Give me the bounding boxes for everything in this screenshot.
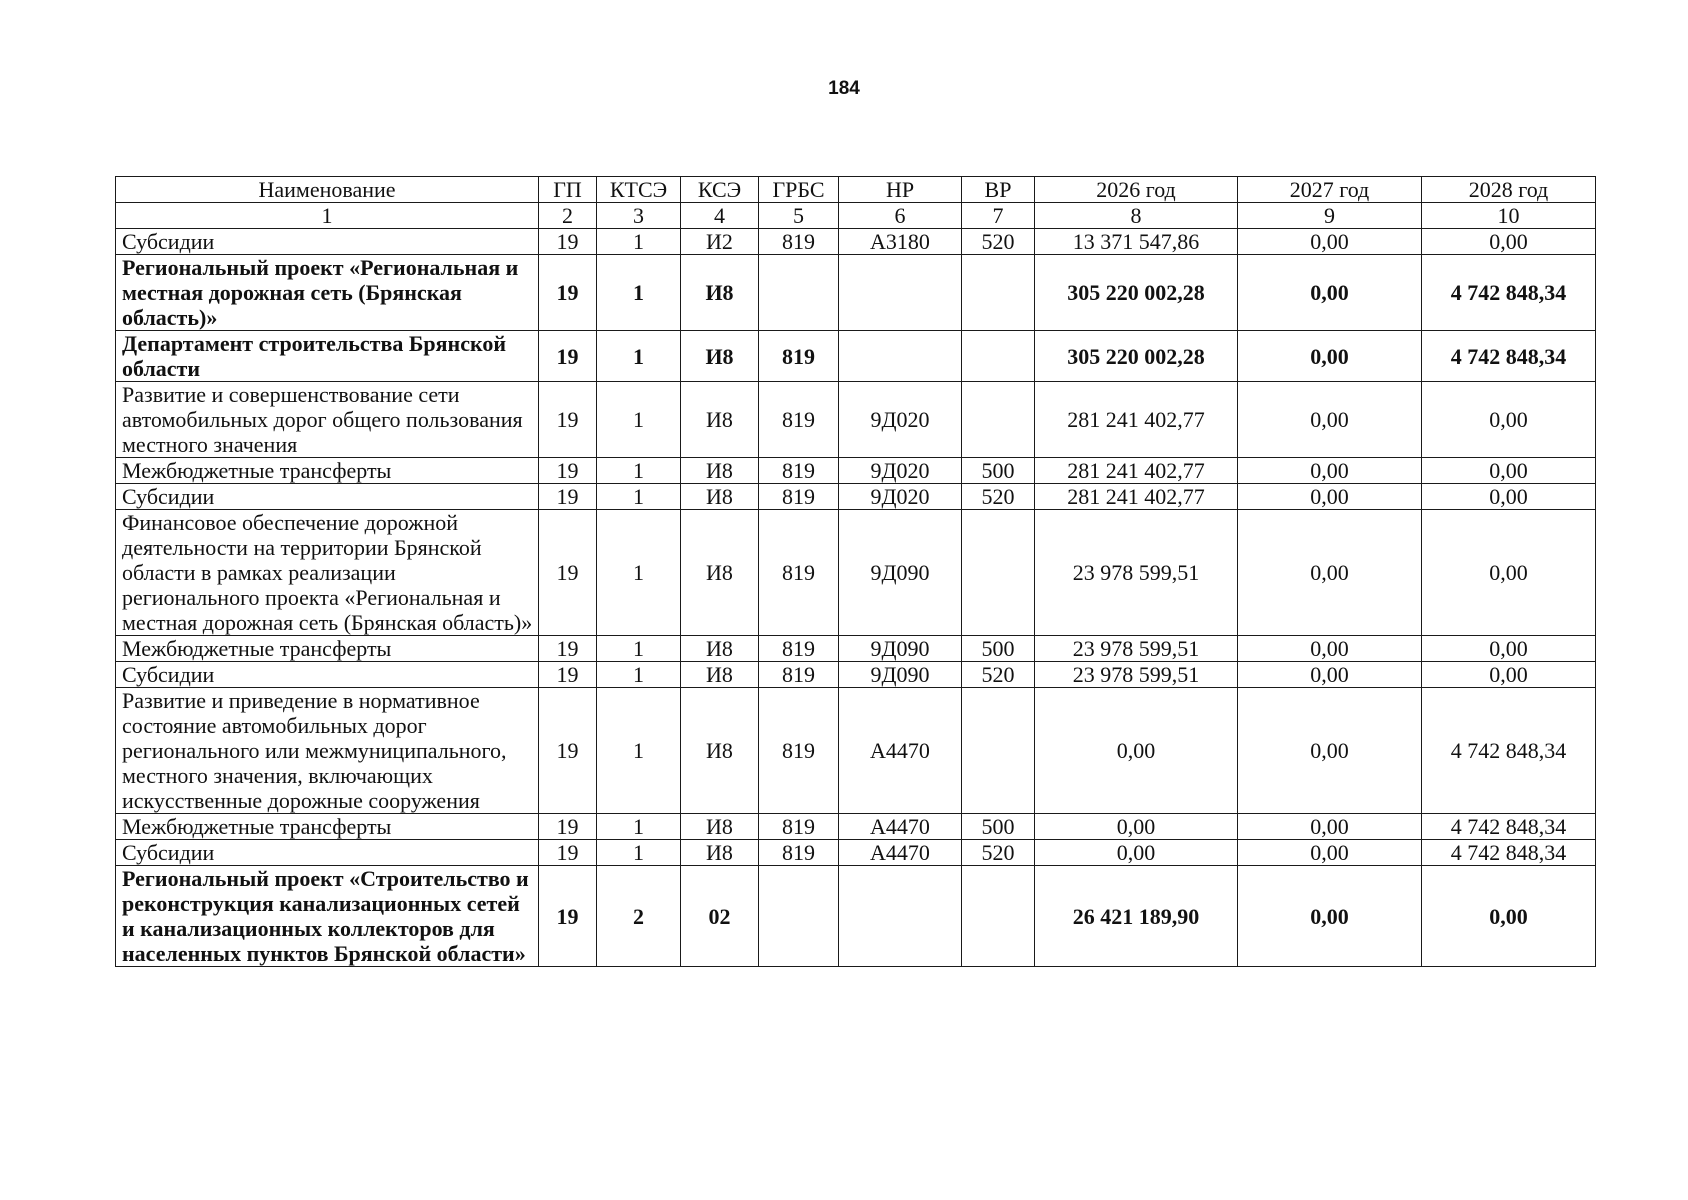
cell-2027: 0,00	[1238, 255, 1422, 331]
cell-2027: 0,00	[1238, 866, 1422, 967]
cell-name: Субсидии	[116, 840, 539, 866]
cell-name: Межбюджетные трансферты	[116, 636, 539, 662]
cell-kse: И8	[681, 484, 759, 510]
cell-gp: 19	[539, 510, 597, 636]
cell-2026: 0,00	[1035, 814, 1238, 840]
cell-gp: 19	[539, 458, 597, 484]
cell-2028: 4 742 848,34	[1422, 331, 1596, 382]
cell-kse: И8	[681, 510, 759, 636]
cell-grbs: 819	[759, 688, 839, 814]
cell-nr: 9Д020	[839, 382, 962, 458]
table-row	[116, 229, 1596, 255]
cell-2027: 0,00	[1238, 331, 1422, 382]
cell-kse: 02	[681, 866, 759, 967]
cell-2027: 0,00	[1238, 484, 1422, 510]
cell-vr: 520	[962, 840, 1035, 866]
cell-grbs: 819	[759, 484, 839, 510]
cell-2028: 4 742 848,34	[1422, 814, 1596, 840]
table-row	[116, 331, 1596, 382]
cell-2028: 0,00	[1422, 636, 1596, 662]
cell-2028: 4 742 848,34	[1422, 688, 1596, 814]
cell-2026: 305 220 002,28	[1035, 255, 1238, 331]
cell-kse: И8	[681, 255, 759, 331]
column-number: 10	[1422, 203, 1596, 229]
cell-nr	[839, 331, 962, 382]
cell-2026: 305 220 002,28	[1035, 331, 1238, 382]
header-vr: ВР	[962, 177, 1035, 203]
cell-nr: А4470	[839, 814, 962, 840]
cell-kse: И8	[681, 840, 759, 866]
cell-kse: И8	[681, 662, 759, 688]
cell-grbs: 819	[759, 458, 839, 484]
column-number: 8	[1035, 203, 1238, 229]
cell-name: Региональный проект «Региональная и местная дорожная сеть (Брянская область)»	[116, 255, 539, 331]
cell-grbs	[759, 866, 839, 967]
cell-kse: И2	[681, 229, 759, 255]
cell-grbs: 819	[759, 510, 839, 636]
cell-vr: 520	[962, 662, 1035, 688]
cell-grbs: 819	[759, 840, 839, 866]
cell-grbs: 819	[759, 382, 839, 458]
cell-gp: 19	[539, 662, 597, 688]
table-row	[116, 636, 1596, 662]
cell-2027: 0,00	[1238, 458, 1422, 484]
cell-ktse: 1	[597, 229, 681, 255]
header-2028: 2028 год	[1422, 177, 1596, 203]
cell-name: Развитие и приведение в нормативное состояние автомобильных дорог регионального или межмуниципального, местного значения, включающих искусственные дорожные сооружения	[116, 688, 539, 814]
cell-2026: 281 241 402,77	[1035, 382, 1238, 458]
cell-ktse: 2	[597, 866, 681, 967]
cell-gp: 19	[539, 636, 597, 662]
cell-2026: 23 978 599,51	[1035, 662, 1238, 688]
table-row	[116, 866, 1596, 967]
cell-2027: 0,00	[1238, 636, 1422, 662]
cell-grbs: 819	[759, 814, 839, 840]
cell-gp: 19	[539, 688, 597, 814]
cell-vr: 500	[962, 814, 1035, 840]
cell-nr: 9Д090	[839, 662, 962, 688]
cell-vr	[962, 510, 1035, 636]
cell-nr: 9Д090	[839, 636, 962, 662]
page-number: 184	[828, 78, 860, 99]
cell-nr: 9Д020	[839, 458, 962, 484]
table-row	[116, 484, 1596, 510]
cell-vr: 520	[962, 229, 1035, 255]
budget-table	[115, 176, 1596, 967]
table-row	[116, 255, 1596, 331]
column-number: 9	[1238, 203, 1422, 229]
cell-gp: 19	[539, 331, 597, 382]
cell-ktse: 1	[597, 484, 681, 510]
cell-2026: 26 421 189,90	[1035, 866, 1238, 967]
cell-gp: 19	[539, 255, 597, 331]
cell-nr: А4470	[839, 688, 962, 814]
cell-gp: 19	[539, 484, 597, 510]
cell-nr: А4470	[839, 840, 962, 866]
cell-2026: 23 978 599,51	[1035, 510, 1238, 636]
cell-2028: 0,00	[1422, 229, 1596, 255]
cell-2026: 281 241 402,77	[1035, 484, 1238, 510]
cell-name: Департамент строительства Брянской области	[116, 331, 539, 382]
column-number: 6	[839, 203, 962, 229]
cell-name: Субсидии	[116, 662, 539, 688]
table-row	[116, 662, 1596, 688]
cell-vr	[962, 866, 1035, 967]
cell-name: Субсидии	[116, 484, 539, 510]
cell-2026: 23 978 599,51	[1035, 636, 1238, 662]
cell-2026: 0,00	[1035, 840, 1238, 866]
cell-grbs: 819	[759, 331, 839, 382]
table-row	[116, 688, 1596, 814]
cell-nr	[839, 866, 962, 967]
cell-ktse: 1	[597, 510, 681, 636]
cell-vr: 520	[962, 484, 1035, 510]
cell-2027: 0,00	[1238, 510, 1422, 636]
cell-ktse: 1	[597, 255, 681, 331]
cell-kse: И8	[681, 636, 759, 662]
cell-ktse: 1	[597, 840, 681, 866]
header-2027: 2027 год	[1238, 177, 1422, 203]
cell-2028: 0,00	[1422, 382, 1596, 458]
cell-vr	[962, 331, 1035, 382]
table-row	[116, 510, 1596, 636]
cell-kse: И8	[681, 688, 759, 814]
cell-2026: 0,00	[1035, 688, 1238, 814]
cell-gp: 19	[539, 840, 597, 866]
cell-2027: 0,00	[1238, 382, 1422, 458]
column-number: 2	[539, 203, 597, 229]
cell-ktse: 1	[597, 814, 681, 840]
cell-name: Региональный проект «Строительство и реконструкция канализационных сетей и канализационных коллекторов для населенных пунктов Брянской области»	[116, 866, 539, 967]
cell-kse: И8	[681, 382, 759, 458]
table-row	[116, 814, 1596, 840]
cell-2028: 0,00	[1422, 510, 1596, 636]
cell-ktse: 1	[597, 662, 681, 688]
cell-2028: 0,00	[1422, 866, 1596, 967]
table-row	[116, 840, 1596, 866]
cell-2028: 0,00	[1422, 484, 1596, 510]
header-kse: КСЭ	[681, 177, 759, 203]
cell-vr: 500	[962, 458, 1035, 484]
cell-vr	[962, 688, 1035, 814]
cell-nr	[839, 255, 962, 331]
cell-grbs	[759, 255, 839, 331]
cell-name: Межбюджетные трансферты	[116, 814, 539, 840]
cell-2027: 0,00	[1238, 662, 1422, 688]
header-nr: НР	[839, 177, 962, 203]
table-row	[116, 382, 1596, 458]
column-number: 5	[759, 203, 839, 229]
cell-nr: 9Д020	[839, 484, 962, 510]
cell-gp: 19	[539, 814, 597, 840]
table-body	[116, 229, 1596, 967]
cell-name: Развитие и совершенствование сети автомобильных дорог общего пользования местного значения	[116, 382, 539, 458]
cell-2028: 0,00	[1422, 662, 1596, 688]
cell-grbs: 819	[759, 229, 839, 255]
cell-ktse: 1	[597, 458, 681, 484]
column-number: 4	[681, 203, 759, 229]
cell-2027: 0,00	[1238, 814, 1422, 840]
cell-ktse: 1	[597, 382, 681, 458]
cell-vr	[962, 382, 1035, 458]
cell-grbs: 819	[759, 636, 839, 662]
cell-name: Субсидии	[116, 229, 539, 255]
cell-nr: 9Д090	[839, 510, 962, 636]
cell-gp: 19	[539, 229, 597, 255]
cell-2028: 4 742 848,34	[1422, 255, 1596, 331]
header-row	[116, 177, 1596, 203]
cell-ktse: 1	[597, 331, 681, 382]
column-number-row	[116, 203, 1596, 229]
header-name: Наименование	[116, 177, 539, 203]
cell-name: Финансовое обеспечение дорожной деятельности на территории Брянской области в рамках реализации регионального проекта «Региональная и местная дорожная сеть (Брянская область)»	[116, 510, 539, 636]
cell-gp: 19	[539, 866, 597, 967]
table-row	[116, 458, 1596, 484]
cell-2028: 0,00	[1422, 458, 1596, 484]
cell-2027: 0,00	[1238, 688, 1422, 814]
cell-kse: И8	[681, 331, 759, 382]
cell-2027: 0,00	[1238, 229, 1422, 255]
header-grbs: ГРБС	[759, 177, 839, 203]
header-2026: 2026 год	[1035, 177, 1238, 203]
cell-kse: И8	[681, 814, 759, 840]
cell-2027: 0,00	[1238, 840, 1422, 866]
column-number: 3	[597, 203, 681, 229]
header-ktse: КТСЭ	[597, 177, 681, 203]
cell-kse: И8	[681, 458, 759, 484]
cell-vr: 500	[962, 636, 1035, 662]
cell-name: Межбюджетные трансферты	[116, 458, 539, 484]
cell-2026: 13 371 547,86	[1035, 229, 1238, 255]
header-gp: ГП	[539, 177, 597, 203]
column-number: 7	[962, 203, 1035, 229]
cell-2026: 281 241 402,77	[1035, 458, 1238, 484]
cell-ktse: 1	[597, 688, 681, 814]
cell-vr	[962, 255, 1035, 331]
column-number: 1	[116, 203, 539, 229]
cell-nr: А3180	[839, 229, 962, 255]
cell-gp: 19	[539, 382, 597, 458]
cell-2028: 4 742 848,34	[1422, 840, 1596, 866]
cell-ktse: 1	[597, 636, 681, 662]
cell-grbs: 819	[759, 662, 839, 688]
